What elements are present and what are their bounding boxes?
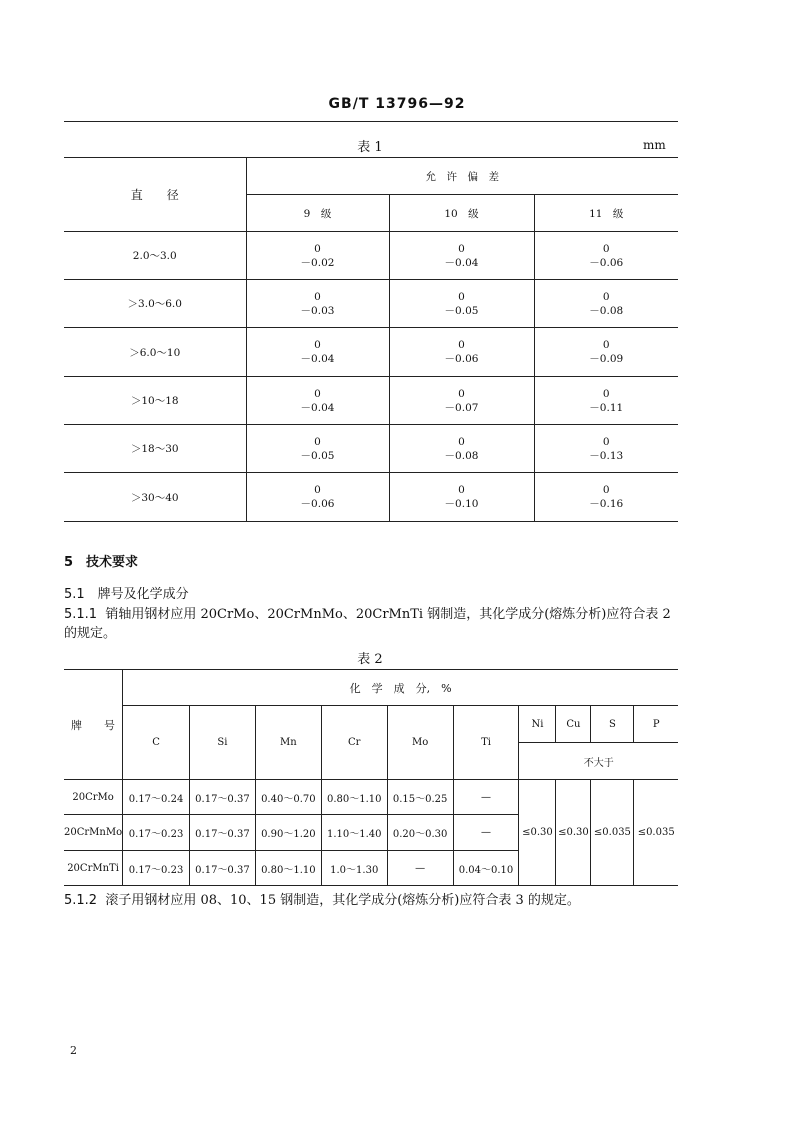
grade-name: 20CrMo bbox=[64, 780, 123, 815]
paragraph-5-1-1: 5.1.1 销轴用钢材应用 20CrMo、20CrMnMo、20CrMnTi 钢制造，其化学成分(熔炼分析)应符合表 2 的规定。 bbox=[64, 607, 671, 641]
grade-10: 10 级 bbox=[389, 195, 534, 232]
tolerance-cell: 0 －0.13 bbox=[534, 425, 678, 473]
limit-cell: ≤0.035 bbox=[634, 780, 678, 886]
col-chemical-composition: 化 学 成 分, % bbox=[123, 670, 678, 706]
value-cell: 0.17～0.37 bbox=[190, 815, 256, 851]
section-5-1-title: 5.1 牌号及化学成分 bbox=[64, 587, 189, 602]
tolerance-cell: 0 －0.16 bbox=[534, 473, 678, 522]
element-header: Mn bbox=[255, 706, 321, 780]
standard-number: GB/T 13796—92 bbox=[328, 96, 466, 112]
value-cell: 0.40～0.70 bbox=[255, 780, 321, 815]
diameter-range: 2.0～3.0 bbox=[64, 232, 246, 280]
value-cell: 0.17～0.37 bbox=[190, 780, 256, 815]
value-cell: 0.17～0.37 bbox=[190, 851, 256, 886]
tolerance-cell: 0 －0.08 bbox=[534, 280, 678, 328]
limit-cell: ≤0.035 bbox=[591, 780, 634, 886]
element-header: Cr bbox=[321, 706, 387, 780]
tolerance-cell: 0 －0.04 bbox=[246, 328, 389, 377]
tolerance-cell: 0 －0.02 bbox=[246, 232, 389, 280]
value-cell: 0.90～1.20 bbox=[255, 815, 321, 851]
value-cell: 0.04～0.10 bbox=[453, 851, 519, 886]
table1-caption: 表 1 bbox=[357, 140, 383, 155]
col-diameter: 直 径 bbox=[64, 158, 246, 232]
tolerance-cell: 0 －0.05 bbox=[389, 280, 534, 328]
value-cell: — bbox=[387, 851, 453, 886]
tolerance-cell: 0 －0.04 bbox=[389, 232, 534, 280]
value-cell: 0.20～0.30 bbox=[387, 815, 453, 851]
diameter-range: ＞10～18 bbox=[64, 377, 246, 425]
not-more-than-label: 不大于 bbox=[519, 743, 678, 780]
value-cell: 1.10～1.40 bbox=[321, 815, 387, 851]
tolerance-cell: 0 －0.11 bbox=[534, 377, 678, 425]
tolerance-cell: 0 －0.04 bbox=[246, 377, 389, 425]
col-grade: 牌 号 bbox=[64, 670, 123, 780]
value-cell: 0.17～0.23 bbox=[123, 851, 190, 886]
element-header: Ti bbox=[453, 706, 519, 780]
paragraph-5-1-2: 5.1.2 滚子用钢材应用 08、10、15 钢制造，其化学成分(熔炼分析)应符合表 3 的规定。 bbox=[64, 893, 580, 908]
tolerance-cell: 0 －0.05 bbox=[246, 425, 389, 473]
tolerance-cell: 0 －0.06 bbox=[246, 473, 389, 522]
tolerance-cell: 0 －0.06 bbox=[534, 232, 678, 280]
element-header: Cu bbox=[556, 706, 591, 743]
grade-name: 20CrMnMo bbox=[64, 815, 123, 851]
value-cell: 0.80～1.10 bbox=[255, 851, 321, 886]
tolerance-table bbox=[64, 157, 678, 522]
header-rule bbox=[64, 121, 678, 122]
table-row bbox=[64, 280, 678, 328]
element-header: Ni bbox=[519, 706, 556, 743]
tolerance-cell: 0 －0.10 bbox=[389, 473, 534, 522]
tolerance-cell: 0 －0.06 bbox=[389, 328, 534, 377]
table-row bbox=[64, 232, 678, 280]
limit-cell: ≤0.30 bbox=[556, 780, 591, 886]
limit-cell: ≤0.30 bbox=[519, 780, 556, 886]
section-5-title: 5 技术要求 bbox=[64, 555, 139, 570]
value-cell: 0.15～0.25 bbox=[387, 780, 453, 815]
table-row bbox=[64, 328, 678, 377]
value-cell: — bbox=[453, 815, 519, 851]
tolerance-cell: 0 －0.03 bbox=[246, 280, 389, 328]
grade-11: 11 级 bbox=[534, 195, 678, 232]
page-number: 2 bbox=[70, 1044, 77, 1057]
table-row bbox=[64, 780, 678, 815]
table1-unit: mm bbox=[643, 138, 666, 152]
element-header: Mo bbox=[387, 706, 453, 780]
grade-name: 20CrMnTi bbox=[64, 851, 123, 886]
element-header: Si bbox=[190, 706, 256, 780]
value-cell: 1.0～1.30 bbox=[321, 851, 387, 886]
table-row bbox=[64, 473, 678, 522]
grade-9: 9 级 bbox=[246, 195, 389, 232]
col-tolerance: 允 许 偏 差 bbox=[246, 158, 678, 195]
value-cell: — bbox=[453, 780, 519, 815]
diameter-range: ＞18～30 bbox=[64, 425, 246, 473]
value-cell: 0.17～0.24 bbox=[123, 780, 190, 815]
tolerance-cell: 0 －0.09 bbox=[534, 328, 678, 377]
element-header: C bbox=[123, 706, 190, 780]
element-header: S bbox=[591, 706, 634, 743]
chemical-composition-table bbox=[64, 669, 678, 886]
tolerance-cell: 0 －0.08 bbox=[389, 425, 534, 473]
diameter-range: ＞3.0～6.0 bbox=[64, 280, 246, 328]
tolerance-cell: 0 －0.07 bbox=[389, 377, 534, 425]
value-cell: 0.17～0.23 bbox=[123, 815, 190, 851]
table-row bbox=[64, 425, 678, 473]
table-row bbox=[64, 377, 678, 425]
diameter-range: ＞6.0～10 bbox=[64, 328, 246, 377]
value-cell: 0.80～1.10 bbox=[321, 780, 387, 815]
element-header: P bbox=[634, 706, 678, 743]
diameter-range: ＞30～40 bbox=[64, 473, 246, 522]
table2-caption: 表 2 bbox=[357, 652, 383, 667]
